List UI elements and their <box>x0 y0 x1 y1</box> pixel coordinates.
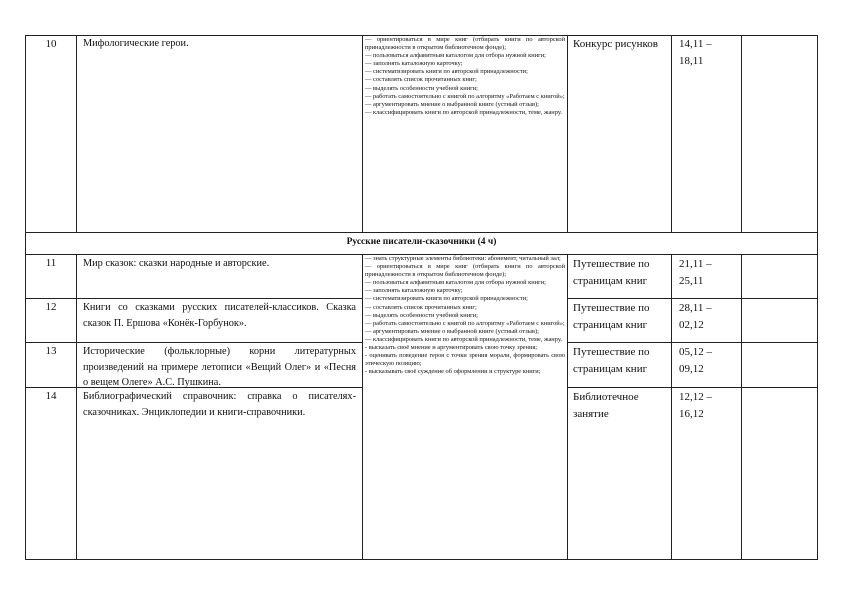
skill-item: — выделять особенности учебной книги; <box>365 84 478 92</box>
table-line <box>567 387 818 388</box>
row-topic: Книги со сказками русских писателей-классиков. Сказка сказок П. Ершова «Конёк-Горбунок». <box>83 302 356 329</box>
skill-item: — работать самостоятельно с книгой по алгоритму «Работаем с книгой»; <box>365 92 565 100</box>
row-date: 14,11 – 18,11 <box>679 38 712 67</box>
skill-item: — работать самостоятельно с книгой по алгоритму «Работаем с книгой»; <box>365 319 565 327</box>
row-form: Путешествие по страницам книг <box>573 258 650 287</box>
row-form: Конкурс рисунков <box>573 38 658 50</box>
skills-list <box>363 36 567 232</box>
table-line <box>25 559 818 560</box>
skill-item: — пользоваться алфавитным каталогом для отбора нужной книги; <box>365 52 546 60</box>
skill-item: - высказать своё мнение и аргументировать свою точку зрения; <box>365 344 538 352</box>
skill-item: — аргументировать мнение о выбранной книге (устный отзыв); <box>365 327 539 335</box>
skill-item: — систематизировать книги по авторской принадлежности; <box>365 295 528 303</box>
table-line <box>817 35 818 233</box>
row-topic: Исторические (фольклорные) корни литературных произведений на примере летописи «Вещий Олег» и «Песня о вещем Олеге» А.С. Пушкина. <box>83 346 356 388</box>
skill-item: — составлять список прочитанных книг; <box>365 76 477 84</box>
row-topic: Библиографический справочник: справка о писателях-сказочниках. Энциклопедии и книги-справочники. <box>83 391 356 418</box>
skill-item: — классифицировать книги по авторской принадлежности, теме, жанру. <box>365 335 562 343</box>
row-date: 28,11 – 02,12 <box>679 302 712 331</box>
row-topic: Мир сказок: сказки народные и авторские. <box>83 258 270 269</box>
skill-item: — заполнять каталожную карточку; <box>365 287 463 295</box>
skill-item: — классифицировать книги по авторской принадлежности, теме, жанру. <box>365 108 562 116</box>
table-line <box>817 232 818 255</box>
section-title: Русские писатели-сказочники (4 ч) <box>346 237 497 247</box>
table-line <box>25 254 26 560</box>
skills-list <box>363 255 567 559</box>
row-number: 12 <box>45 301 57 313</box>
skill-item: — ориентироваться в мире книг (отбирать книги по авторской принадлежности в открытом библиотечном фонде); <box>365 36 565 52</box>
table-line <box>741 35 742 233</box>
skill-item: — составлять список прочитанных книг; <box>365 303 477 311</box>
row-topic: Мифологические герои. <box>83 38 189 49</box>
skill-item: — знать структурные элементы библиотеки: абонемент, читальный зал; <box>365 255 561 262</box>
skill-item: — заполнять каталожную карточку; <box>365 60 463 68</box>
row-form: Библиотечное занятие <box>573 391 639 420</box>
table-line <box>741 254 742 560</box>
table-line <box>76 35 77 233</box>
table-line <box>25 35 26 233</box>
table-line <box>25 232 818 233</box>
skill-item: - высказывать своё суждение об оформлении и структуре книги; <box>365 368 541 376</box>
table-line <box>567 342 818 343</box>
skill-item: — систематизировать книги по авторской принадлежности; <box>365 68 528 76</box>
row-form: Путешествие по страницам книг <box>573 302 650 331</box>
row-number: 10 <box>45 38 57 50</box>
skill-item: - оценивать поведение героя с точки зрения морали, формировать свою этическую позицию; <box>365 352 565 368</box>
row-number: 11 <box>45 257 57 269</box>
table-line <box>567 35 568 233</box>
row-number: 14 <box>45 390 57 402</box>
table-line <box>817 254 818 560</box>
row-date: 05,12 – 09,12 <box>679 346 712 375</box>
skill-item: — выделять особенности учебной книги; <box>365 311 478 319</box>
skill-item: — пользоваться алфавитным каталогом для отбора нужной книги; <box>365 279 546 287</box>
row-number: 13 <box>45 345 57 357</box>
row-date: 12,12 – 16,12 <box>679 391 712 420</box>
skill-item: — ориентироваться в мире книг (отбирать книги по авторской принадлежности в открытом библиотечном фонде); <box>365 263 565 279</box>
row-form: Путешествие по страницам книг <box>573 346 650 375</box>
skill-item: — аргументировать мнение о выбранной книге (устный отзыв); <box>365 100 539 108</box>
table-line <box>567 298 818 299</box>
row-date: 21,11 – 25,11 <box>679 258 712 287</box>
